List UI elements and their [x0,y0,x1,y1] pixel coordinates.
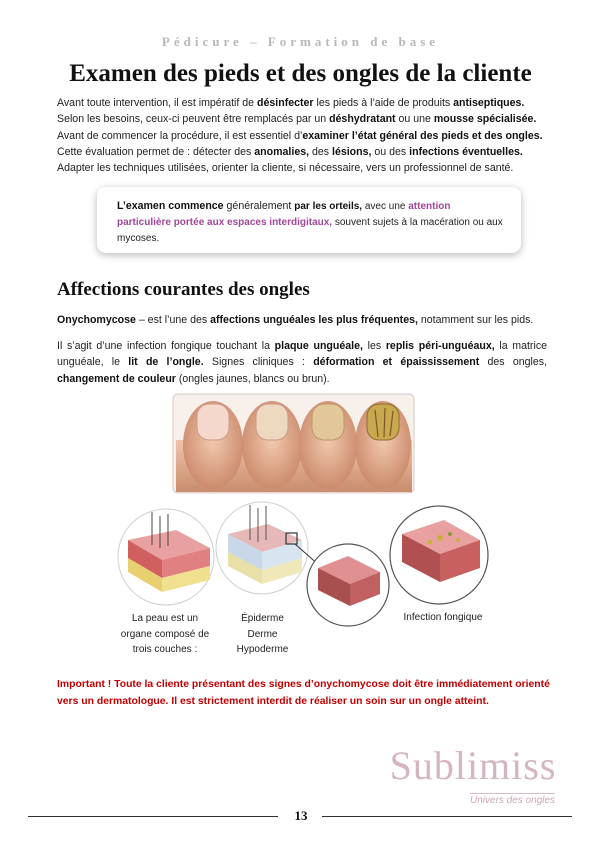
logo-tagline: Univers des ongles [470,795,556,806]
caption-fungal: Infection fongique [403,612,483,623]
text-run: lésions, [332,145,372,158]
skin-layers-diagram [118,509,214,605]
text-run: Adapter les techniques utilisées, orienter la cliente, si nécessaire, vers un professionnel de santé. [57,162,514,175]
text-run: plaque unguéale, [274,340,363,352]
text-run: les [362,340,386,352]
text-run: (ongles jaunes, blancs ou brun). [175,372,330,385]
text-run: examiner l’état général des pieds et des ongles. [302,129,543,142]
text-run: généralement [223,200,295,212]
text-run: des ongles, [479,356,547,369]
caption-layer: Hypoderme [236,644,289,655]
text-run: souvent sujets à la macération ou aux mycoses. [117,217,503,244]
text-run: Selon les besoins, ceux-ci peuvent être remplacés par un [57,113,330,126]
zoom-skin-diagram [307,544,389,626]
skin-layers-detail-diagram [216,502,320,594]
brand-logo [378,742,568,812]
text-run: L’examen commence [117,200,224,212]
text-run: par les orteils, [294,201,363,212]
text-run: lit de l’ongle. [128,356,204,369]
text-run: changement de couleur [57,372,176,385]
text-run: la matrice unguéale, le [57,340,548,369]
text-run: avec une [362,201,409,212]
text-run: déshydratant [329,113,396,126]
text-run: ou une [395,113,434,126]
text-run: Onychomycose [57,314,136,326]
running-header: Pédicure – Formation de base [161,34,440,49]
text-run: mousse spécialisée. [433,113,537,126]
text-run: les pieds à l’aide de produits [313,97,454,109]
text-run: ou des [371,145,410,158]
text-run: anomalies, [254,145,310,158]
footer-rule-right [322,816,572,817]
text-run: infections éventuelles. [409,145,523,158]
page-title: Examen des pieds et des ongles de la cliente [69,60,532,87]
caption-layers [220,611,305,658]
caption-layer: Derme [247,628,278,640]
caption-layer: Épiderme [241,613,284,624]
text-run: désinfecter [257,97,314,109]
text-run: Cette évaluation permet de : détecter des [57,145,255,158]
important-warning: Important ! Toute la cliente présentant des signes d’onychomycose doit être immédiatement orienté vers un dermatologue. Il est strictement interdit de réaliser un soin sur un ongle atteint. [57,679,550,707]
text-run: Signes cliniques : [203,356,314,369]
footer-rule-left [28,816,278,817]
text-run: déformation et épaississement [313,356,480,369]
text-run: affections unguéales les plus fréquentes, [210,314,418,326]
text-run: Avant toute intervention, il est impératif de [57,97,258,109]
section-title: Affections courantes des ongles [57,279,310,300]
text-run: antiseptiques. [453,97,525,109]
text-run: replis péri-unguéaux, [385,340,495,352]
toes-image [173,394,414,493]
text-run: notamment sur les pids. [417,314,534,326]
text-run: Avant de commencer la procédure, il est essentiel d’ [57,129,303,142]
fungal-infection-diagram [390,506,488,604]
text-run: – est l’une des [135,314,211,326]
text-run: attention particulière portée aux espaces interdigitaux, [117,201,451,228]
logo-name: Sublimiss [389,743,557,788]
caption-skin: La peau est un organe composé de trois couches : [120,613,210,655]
text-run: des [309,145,333,158]
page-number: 13 [294,808,308,823]
text-run: Il s’agit d’une infection fongique touchant la [57,340,275,352]
